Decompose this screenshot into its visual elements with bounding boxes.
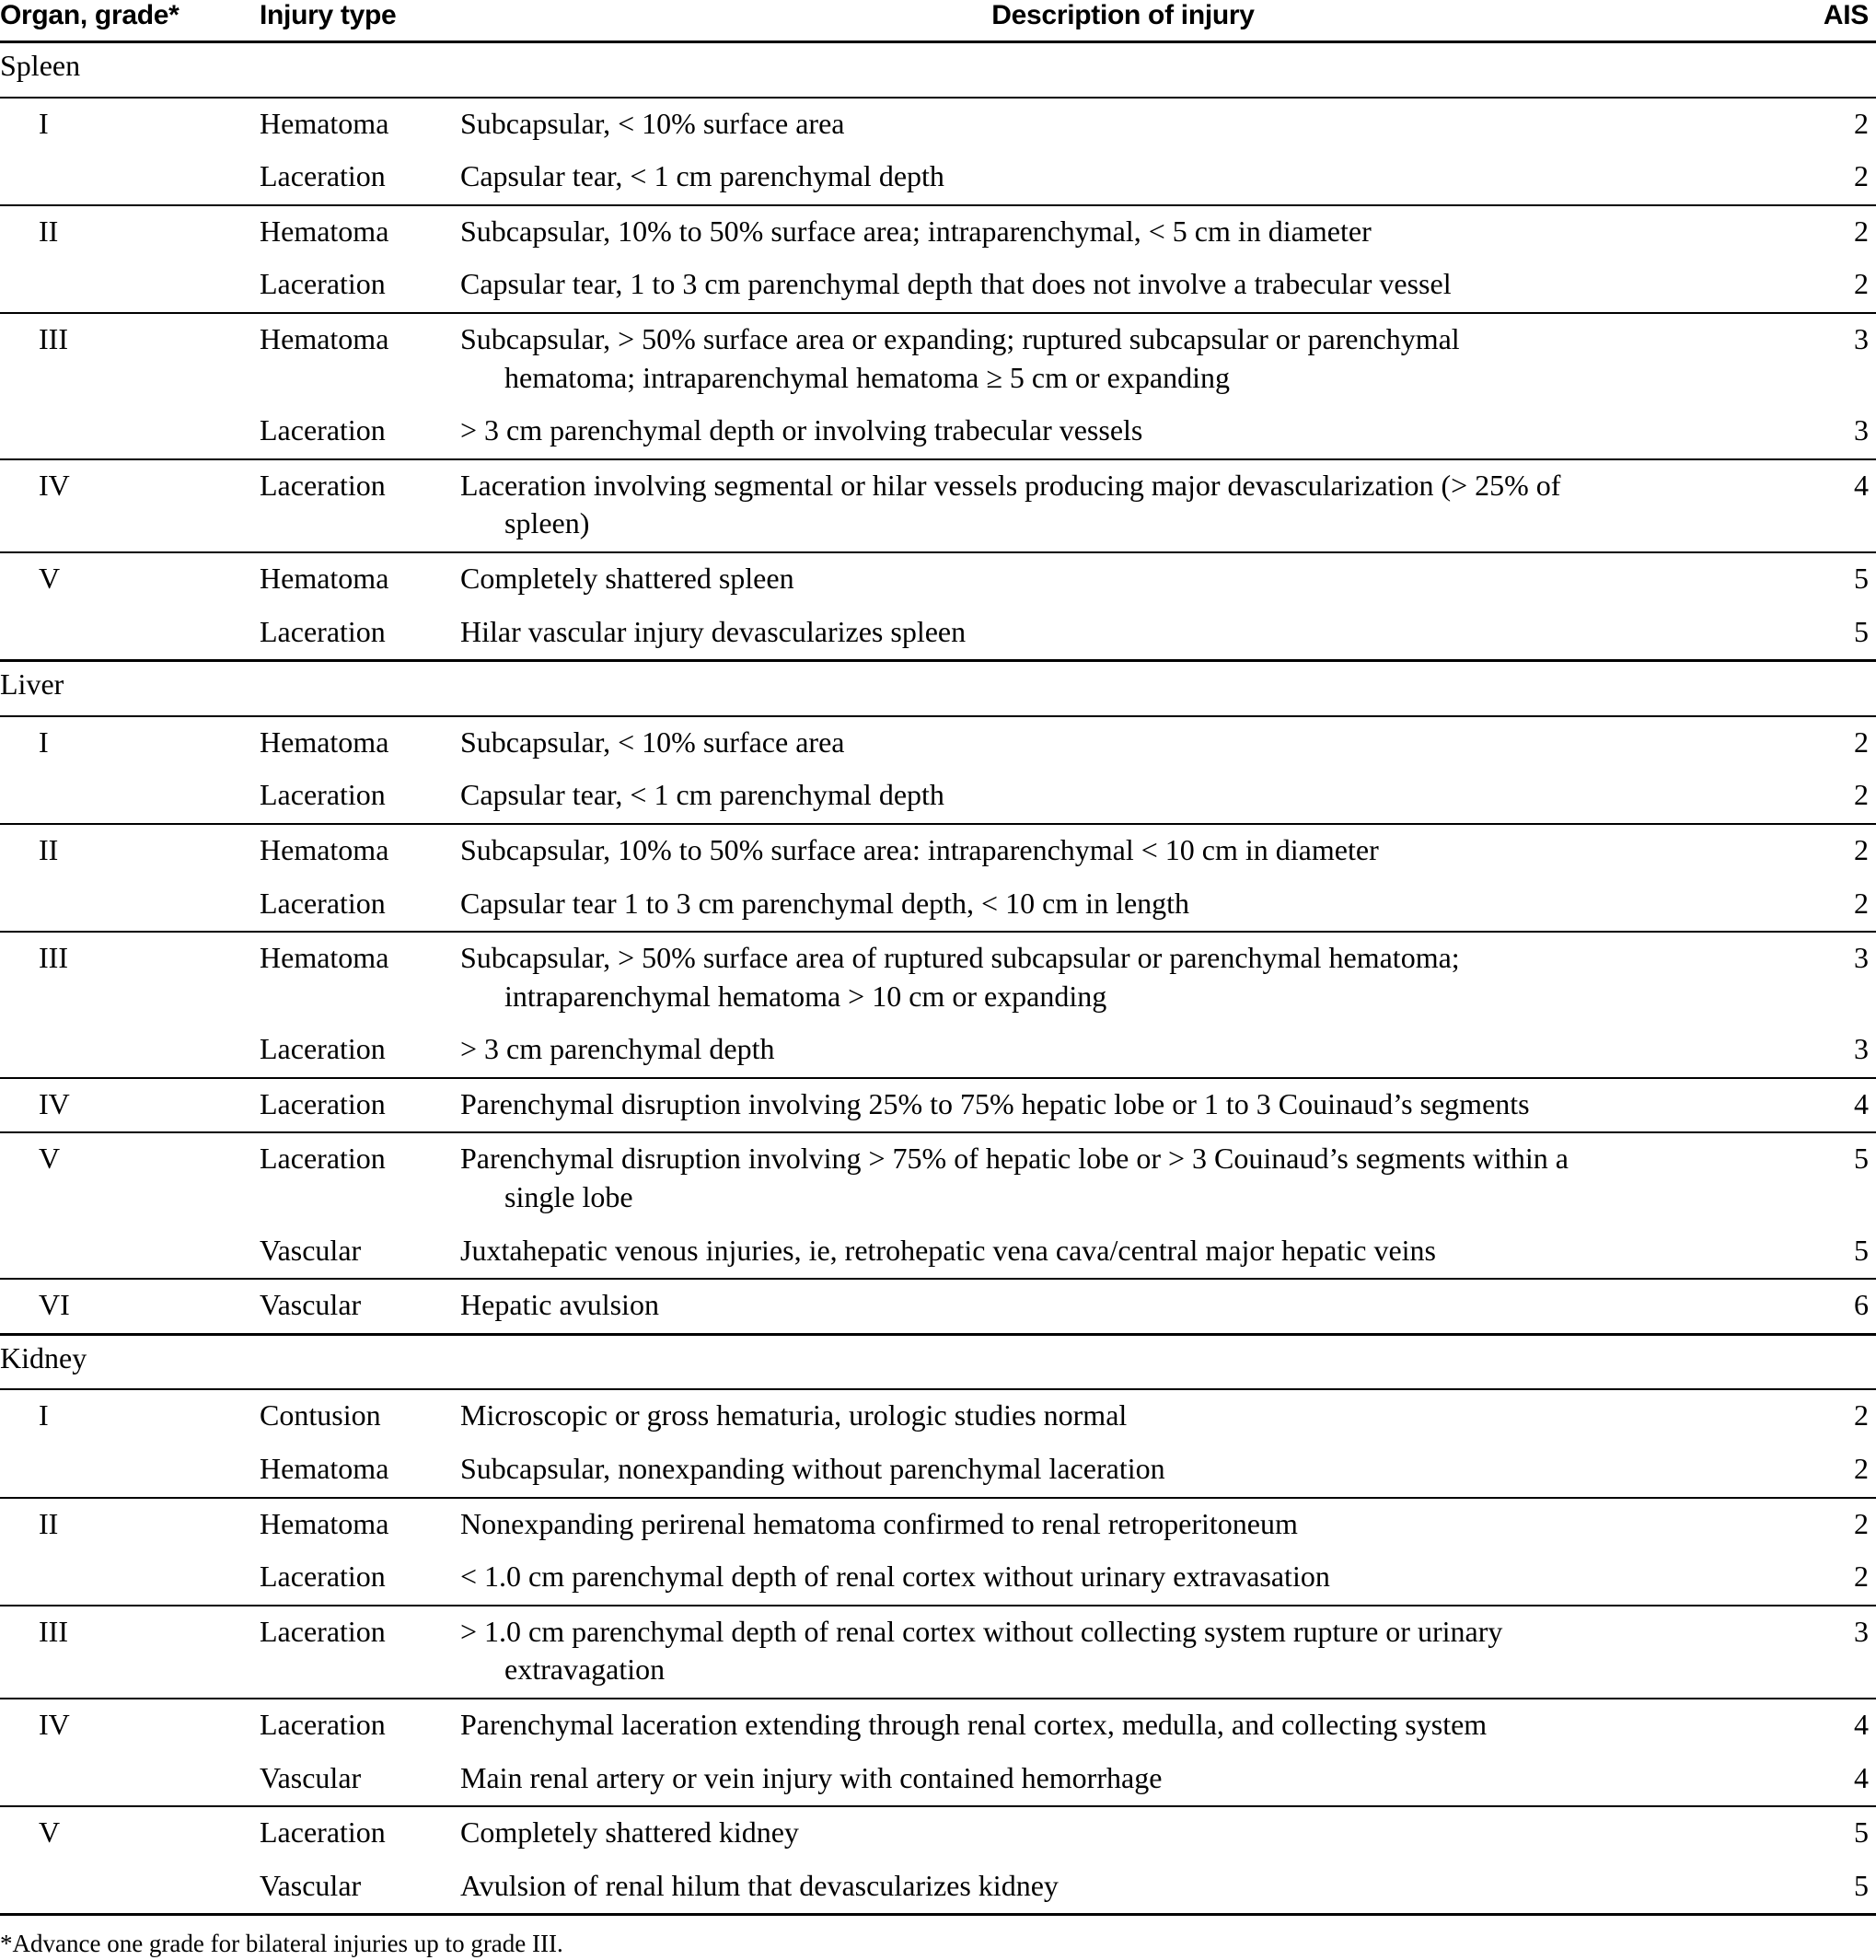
table-row	[0, 1225, 1876, 1280]
organ-name: Spleen	[0, 42, 1876, 98]
cell-grade	[0, 607, 250, 661]
cell-ais: 2	[1854, 1560, 1869, 1594]
cell-injury-type: Contusion	[250, 1389, 451, 1444]
cell-injury-type: Laceration	[260, 778, 386, 812]
column-header-grade: Organ, grade*	[0, 0, 179, 30]
table-body	[0, 42, 1876, 1917]
table-row	[0, 259, 1876, 313]
cell-description	[451, 1753, 1795, 1807]
cell-injury-type: Hematoma	[250, 98, 451, 152]
cell-description	[451, 98, 1795, 152]
description-line: Subcapsular, < 10% surface area	[460, 106, 845, 140]
cell-grade: IV	[0, 1699, 250, 1753]
cell-ais: 2	[1854, 778, 1869, 812]
cell-grade	[0, 1861, 250, 1915]
table-row	[0, 607, 1876, 661]
cell-description	[451, 552, 1795, 607]
cell-ais: 5	[1854, 1868, 1869, 1902]
column-header-description: Description of injury	[991, 0, 1255, 30]
cell-ais: 4	[1795, 1699, 1876, 1753]
description-line: Hepatic avulsion	[460, 1288, 659, 1322]
cell-description	[451, 878, 1795, 933]
cell-description	[451, 1132, 1795, 1224]
cell-description	[451, 607, 1795, 661]
cell-description	[451, 824, 1795, 878]
cell-grade: I	[0, 1389, 250, 1444]
cell-ais: 5	[1795, 1806, 1876, 1861]
description-line: Completely shattered spleen	[460, 561, 794, 595]
cell-grade: III	[0, 1606, 250, 1699]
description-line: Subcapsular, 10% to 50% surface area; intraparenchymal, < 5 cm in diameter	[460, 214, 1372, 248]
description-line: Subcapsular, > 50% surface area of ruptured subcapsular or parenchymal hematoma;	[460, 941, 1460, 975]
cell-ais: 2	[1854, 159, 1869, 193]
table-row	[0, 1606, 1876, 1699]
table-row	[0, 1279, 1876, 1334]
cell-description	[451, 1498, 1795, 1552]
cell-description	[451, 205, 1795, 260]
cell-injury-type: Hematoma	[250, 552, 451, 607]
cell-description	[451, 932, 1795, 1024]
cell-ais: 2	[1854, 267, 1869, 301]
table-row	[0, 151, 1876, 205]
cell-injury-type: Laceration	[260, 159, 386, 193]
cell-description	[451, 259, 1795, 313]
cell-grade: IV	[0, 1078, 250, 1133]
table-row	[0, 1753, 1876, 1807]
table-header	[0, 0, 1876, 42]
cell-ais: 5	[1854, 614, 1869, 648]
cell-grade	[0, 1444, 250, 1498]
cell-grade: IV	[0, 459, 250, 552]
cell-injury-type: Laceration	[250, 1606, 451, 1699]
cell-grade: II	[0, 1498, 250, 1552]
cell-ais: 5	[1795, 1132, 1876, 1224]
cell-ais: 2	[1795, 1498, 1876, 1552]
table-row	[0, 205, 1876, 260]
table-row	[0, 1444, 1876, 1498]
description-line: Capsular tear, < 1 cm parenchymal depth	[460, 159, 944, 193]
cell-ais: 4	[1795, 459, 1876, 552]
cell-grade	[0, 259, 250, 313]
cell-ais: 2	[1854, 886, 1869, 920]
cell-injury-type: Vascular	[250, 1279, 451, 1334]
cell-grade: I	[0, 98, 250, 152]
table-row	[0, 1861, 1876, 1915]
cell-ais: 3	[1795, 1606, 1876, 1699]
cell-description	[451, 1078, 1795, 1133]
cell-grade: II	[0, 824, 250, 878]
cell-injury-type: Hematoma	[250, 313, 451, 405]
cell-grade: I	[0, 716, 250, 771]
cell-injury-type: Hematoma	[250, 824, 451, 878]
cell-ais: 2	[1795, 716, 1876, 771]
cell-injury-type: Laceration	[250, 459, 451, 552]
cell-ais: 4	[1854, 1760, 1869, 1794]
cell-injury-type: Laceration	[260, 614, 386, 648]
table-row	[0, 824, 1876, 878]
cell-description	[451, 1024, 1795, 1078]
cell-description	[451, 151, 1795, 205]
cell-ais: 2	[1795, 205, 1876, 260]
cell-grade	[0, 151, 250, 205]
cell-description	[451, 1279, 1795, 1334]
description-line: Juxtahepatic venous injuries, ie, retrohepatic vena cava/central major hepatic veins	[460, 1233, 1436, 1267]
organ-section-header	[0, 661, 1876, 716]
description-line: Avulsion of renal hilum that devascularizes kidney	[460, 1868, 1059, 1902]
cell-injury-type: Laceration	[260, 413, 386, 447]
table-row	[0, 552, 1876, 607]
cell-injury-type: Laceration	[250, 1132, 451, 1224]
description-line: Subcapsular, 10% to 50% surface area: intraparenchymal < 10 cm in diameter	[460, 832, 1379, 866]
cell-description	[451, 1806, 1795, 1861]
cell-injury-type: Laceration	[260, 886, 386, 920]
description-continuation-line: spleen)	[504, 506, 590, 540]
description-line: > 1.0 cm parenchymal depth of renal cortex without collecting system rupture or urinary	[460, 1614, 1503, 1648]
cell-grade	[0, 1024, 250, 1078]
organ-name: Liver	[0, 661, 1876, 716]
header-row	[0, 0, 1876, 42]
table-row	[0, 1024, 1876, 1078]
cell-grade	[0, 1225, 250, 1280]
cell-injury-type: Hematoma	[260, 1452, 389, 1486]
cell-injury-type: Hematoma	[250, 1498, 451, 1552]
table-row	[0, 716, 1876, 771]
cell-ais: 6	[1795, 1279, 1876, 1334]
description-line: Subcapsular, < 10% surface area	[460, 725, 845, 759]
cell-injury-type: Vascular	[260, 1868, 362, 1902]
description-continuation-line: extravagation	[504, 1653, 666, 1687]
cell-description	[451, 1606, 1795, 1699]
description-line: Capsular tear, < 1 cm parenchymal depth	[460, 778, 944, 812]
cell-grade: V	[0, 1806, 250, 1861]
table-row	[0, 1551, 1876, 1606]
table-row	[0, 1389, 1876, 1444]
cell-injury-type: Vascular	[260, 1233, 362, 1267]
cell-grade	[0, 1551, 250, 1606]
table-footnote: *Advance one grade for bilateral injuries up to grade III.	[0, 1930, 563, 1958]
cell-grade: V	[0, 1132, 250, 1224]
description-line: Parenchymal laceration extending through renal cortex, medulla, and collecting system	[460, 1708, 1488, 1741]
organ-name: Kidney	[0, 1334, 1876, 1389]
organ-section-header	[0, 42, 1876, 98]
cell-ais: 3	[1854, 1032, 1869, 1066]
description-line: Laceration involving segmental or hilar vessels producing major devascularization (> 25% of	[460, 468, 1561, 502]
table-row	[0, 98, 1876, 152]
table-row	[0, 878, 1876, 933]
cell-description	[451, 313, 1795, 405]
table-row	[0, 405, 1876, 459]
cell-description	[451, 1444, 1795, 1498]
cell-grade: II	[0, 205, 250, 260]
description-line: Completely shattered kidney	[460, 1815, 799, 1850]
cell-ais: 2	[1795, 1389, 1876, 1444]
cell-grade: III	[0, 313, 250, 405]
cell-description	[451, 1861, 1795, 1915]
description-line: Capsular tear 1 to 3 cm parenchymal depth, < 10 cm in length	[460, 886, 1190, 920]
cell-grade	[0, 1753, 250, 1807]
table-row	[0, 770, 1876, 824]
table-row	[0, 459, 1876, 552]
cell-description	[451, 1699, 1795, 1753]
cell-injury-type: Laceration	[260, 1032, 386, 1066]
cell-ais: 2	[1795, 824, 1876, 878]
cell-injury-type: Laceration	[250, 1699, 451, 1753]
cell-injury-type: Laceration	[260, 267, 386, 301]
description-line: Subcapsular, nonexpanding without parenchymal laceration	[460, 1452, 1165, 1486]
cell-injury-type: Laceration	[260, 1560, 386, 1594]
description-line: Hilar vascular injury devascularizes spleen	[460, 614, 967, 648]
cell-description	[451, 405, 1795, 459]
cell-ais: 5	[1854, 1233, 1869, 1267]
description-line: Parenchymal disruption involving > 75% of hepatic lobe or > 3 Couinaud’s segments within a	[460, 1142, 1569, 1176]
cell-description	[451, 1551, 1795, 1606]
cell-grade	[0, 770, 250, 824]
cell-description	[451, 716, 1795, 771]
table-row	[0, 1806, 1876, 1861]
cell-grade: VI	[0, 1279, 250, 1334]
description-line: > 3 cm parenchymal depth	[460, 1032, 775, 1066]
cell-ais: 2	[1795, 98, 1876, 152]
description-line: Microscopic or gross hematuria, urologic studies normal	[460, 1398, 1128, 1432]
cell-description	[451, 1225, 1795, 1280]
cell-description	[451, 1389, 1795, 1444]
cell-injury-type: Vascular	[260, 1760, 362, 1794]
organ-section-header	[0, 1334, 1876, 1389]
table-row	[0, 1699, 1876, 1753]
cell-ais: 3	[1795, 313, 1876, 405]
cell-ais: 4	[1795, 1078, 1876, 1133]
cell-grade	[0, 405, 250, 459]
description-line: < 1.0 cm parenchymal depth of renal cortex without urinary extravasation	[460, 1560, 1330, 1594]
cell-grade	[0, 878, 250, 933]
cell-ais: 2	[1854, 1452, 1869, 1486]
cell-injury-type: Hematoma	[250, 716, 451, 771]
table-row	[0, 1078, 1876, 1133]
cell-injury-type: Laceration	[250, 1806, 451, 1861]
description-line: Capsular tear, 1 to 3 cm parenchymal depth that does not involve a trabecular vessel	[460, 267, 1452, 301]
cell-injury-type: Hematoma	[250, 205, 451, 260]
cell-description	[451, 770, 1795, 824]
cell-ais: 5	[1795, 552, 1876, 607]
table-row	[0, 1498, 1876, 1552]
description-line: Parenchymal disruption involving 25% to 75% hepatic lobe or 1 to 3 Couinaud’s segments	[460, 1086, 1530, 1120]
description-continuation-line: intraparenchymal hematoma > 10 cm or expanding	[504, 979, 1107, 1013]
description-continuation-line: hematoma; intraparenchymal hematoma ≥ 5 cm or expanding	[504, 360, 1230, 394]
table-row	[0, 1132, 1876, 1224]
description-line: > 3 cm parenchymal depth or involving trabecular vessels	[460, 413, 1143, 447]
description-line: Nonexpanding perirenal hematoma confirmed to renal retroperitoneum	[460, 1506, 1298, 1540]
cell-injury-type: Laceration	[250, 1078, 451, 1133]
column-header-injury-type: Injury type	[260, 0, 397, 30]
table-row	[0, 932, 1876, 1024]
cell-injury-type: Hematoma	[250, 932, 451, 1024]
table-row	[0, 313, 1876, 405]
description-line: Subcapsular, > 50% surface area or expanding; ruptured subcapsular or parenchymal	[460, 321, 1460, 355]
cell-ais: 3	[1854, 413, 1869, 447]
cell-grade: V	[0, 552, 250, 607]
cell-grade: III	[0, 932, 250, 1024]
description-continuation-line: single lobe	[504, 1180, 633, 1214]
cell-description	[451, 459, 1795, 552]
cell-ais: 3	[1795, 932, 1876, 1024]
description-line: Main renal artery or vein injury with contained hemorrhage	[460, 1760, 1163, 1794]
column-header-ais: AIS	[1823, 0, 1869, 30]
